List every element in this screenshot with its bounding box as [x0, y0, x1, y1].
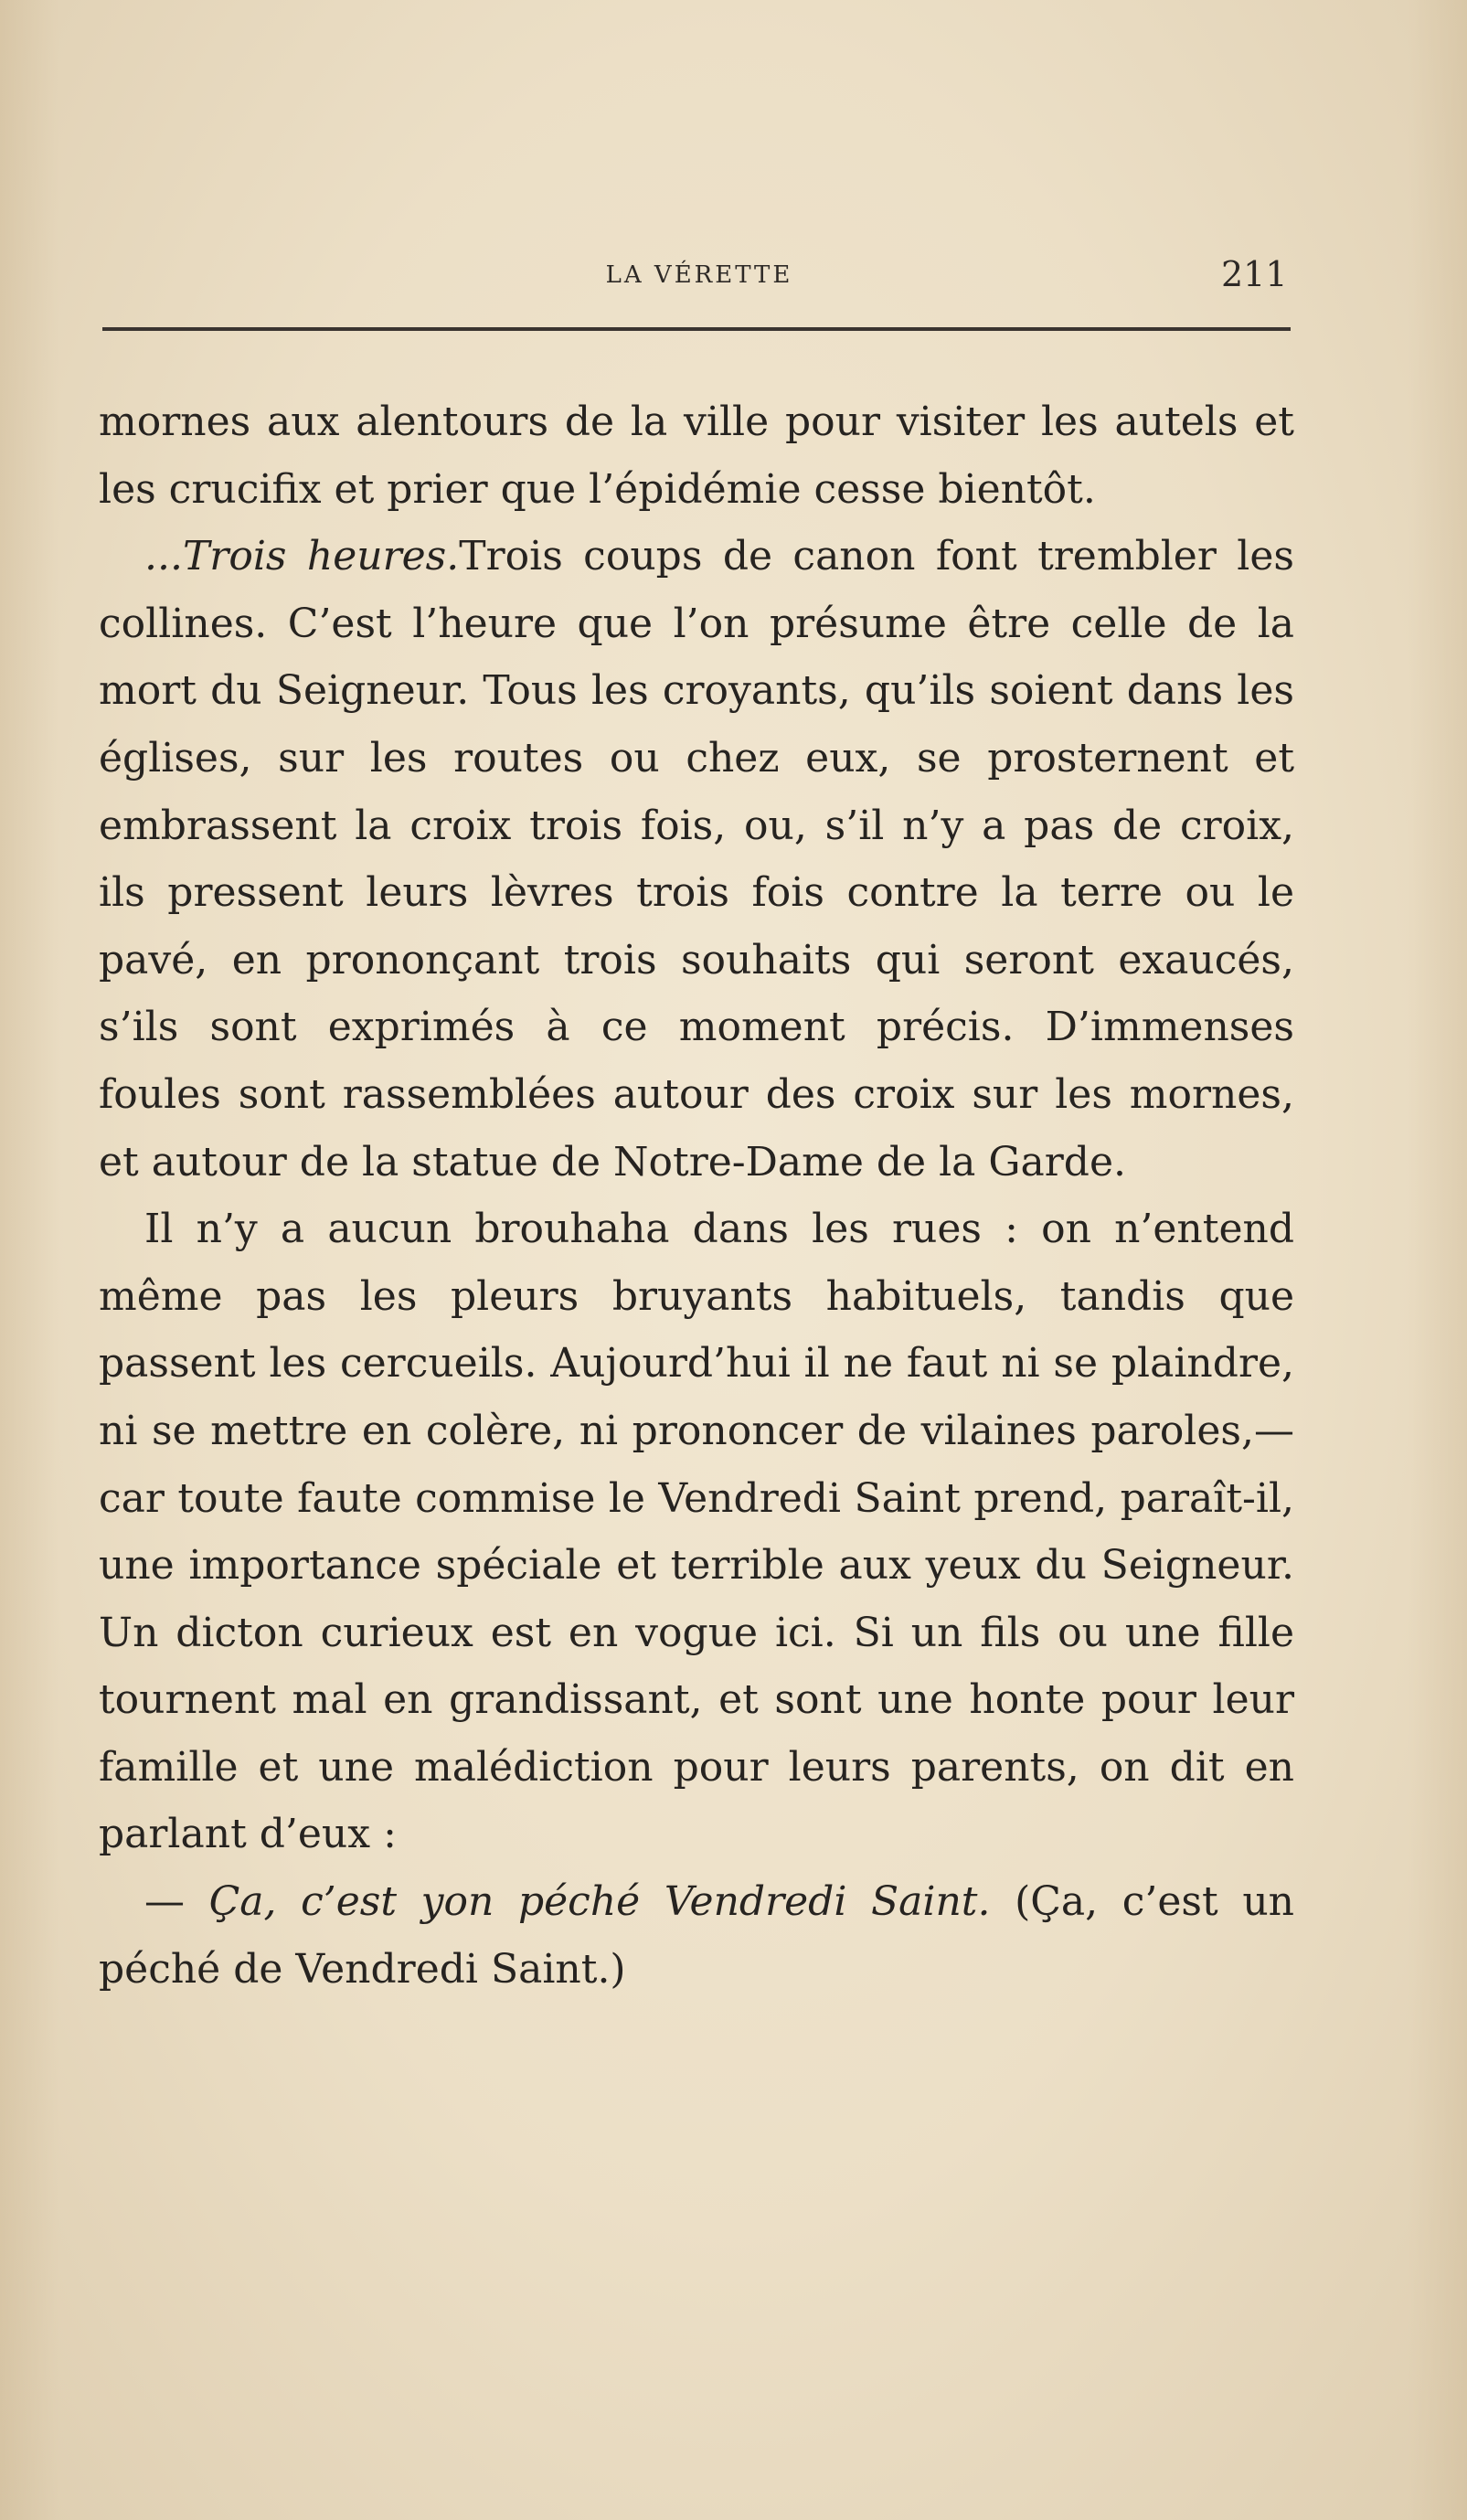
- header-rule: [102, 327, 1291, 331]
- running-head: [0, 254, 1467, 300]
- paragraph-2-italic: ...Trois heures.: [144, 533, 460, 580]
- paragraph-1: mornes aux alentours de la ville pour visiter les autels et les crucifix et prier que l’épidémie cesse bientôt.: [99, 399, 1294, 513]
- paragraph-2: [99, 523, 1294, 1196]
- paragraph-3: Il n’y a aucun brouhaha dans les rues : on n’entend même pas les pleurs bruyants habituels, tandis que passent les cercueils. Aujourd’hui il ne faut ni se plaindre, ni se mettre en colère, ni prononcer de vilaines paroles,— car toute faute commise le Vendredi Saint prend, paraît-il, une importance spéciale et terrible aux yeux du Seigneur. Un dicton curieux est en vogue ici. Si un fils ou une fille tournent mal en grandissant, et sont une honte pour leur famille et une malédiction pour leurs parents, on dit en parlant d’eux :: [99, 1206, 1294, 1858]
- page-number: 211: [1221, 254, 1288, 294]
- body-text: [99, 388, 1294, 2003]
- paragraph-4-text: (Ça, c’est un péché de Vendredi Saint.): [99, 1878, 1294, 1993]
- paragraph-4: [99, 1868, 1294, 2003]
- running-title: LA VÉRETTE: [605, 261, 793, 289]
- paragraph-4-dash: —: [144, 1878, 209, 1926]
- paragraph-2-text: Trois coups de canon font trembler les collines. C’est l’heure que l’on présume être celle de la mort du Seigneur. Tous les croyants, qu’ils soient dans les églises, sur les routes ou chez eux, se prosternent et embrassent la croix trois fois, ou, s’il n’y a pas de croix, ils pressent leurs lèvres trois fois contre la terre ou le pavé, en prononçant trois souhaits qui seront exaucés, s’ils sont exprimés à ce moment précis. D’immenses foules sont rassemblées autour des croix sur les mornes, et autour de la statue de Notre-Dame de la Garde.: [99, 533, 1294, 1186]
- paragraph-4-italic: Ça, c’est yon péché Vendredi Saint.: [208, 1878, 991, 1926]
